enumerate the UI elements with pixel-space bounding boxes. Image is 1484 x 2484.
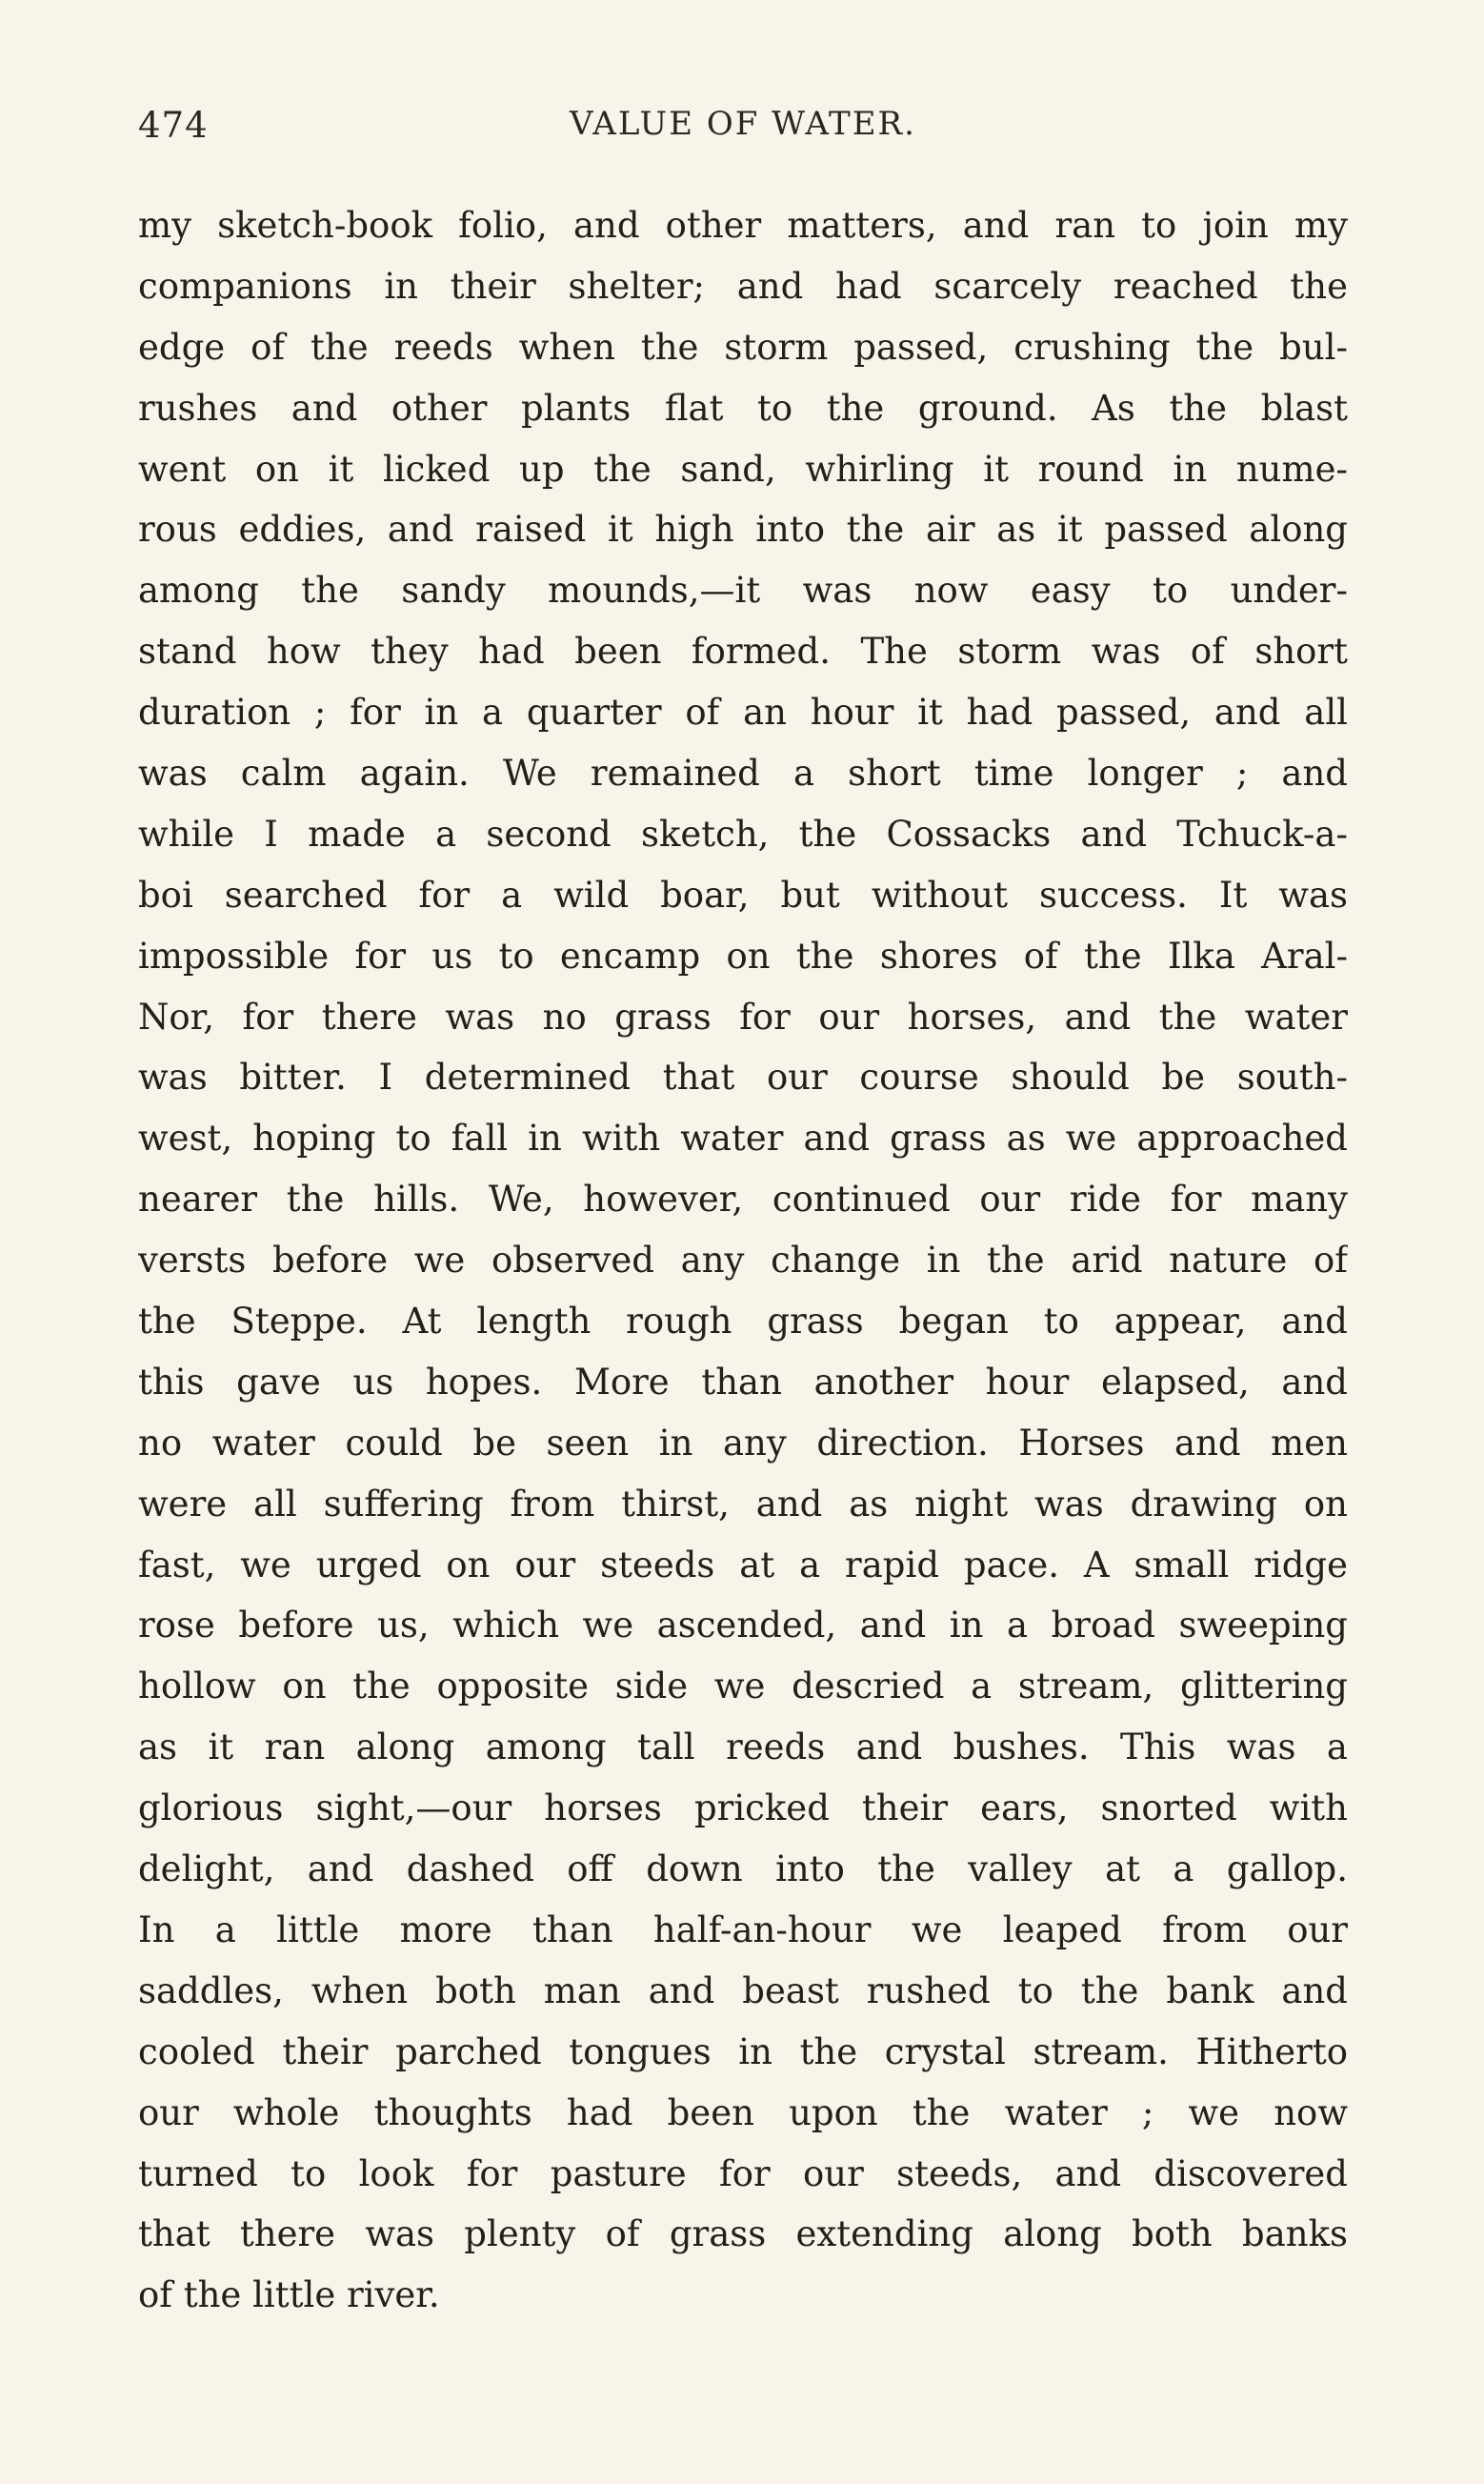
- text-line: fast, we urged on our steeds at a rapid pace. A small ridge: [138, 1544, 1348, 1585]
- text-line: that there was plenty of grass extending along both banks: [138, 2213, 1348, 2255]
- text-line: stand how they had been formed. The storm was of short: [138, 631, 1348, 673]
- text-line: rose before us, which we ascended, and in a broad sweeping: [138, 1605, 1348, 1646]
- text-line: boi searched for a wild boar, but without success. It was: [138, 874, 1348, 916]
- running-head: [138, 105, 1348, 162]
- text-line: nearer the hills. We, however, continued our ride for many: [138, 1179, 1348, 1221]
- text-line: glorious sight,—our horses pricked their ears, snorted with: [138, 1787, 1348, 1829]
- text-line: delight, and dashed off down into the valley at a gallop.: [138, 1848, 1348, 1890]
- text-line: rushes and other plants flat to the ground. As the blast: [138, 387, 1348, 429]
- text-line: was bitter. I determined that our course should be south-: [138, 1057, 1348, 1099]
- text-line: were all suffering from thirst, and as night was drawing on: [138, 1483, 1348, 1525]
- running-title: VALUE OF WATER.: [570, 105, 916, 143]
- text-line: duration ; for in a quarter of an hour it had passed, and all: [138, 692, 1348, 734]
- text-line: west, hoping to fall in with water and grass as we approached: [138, 1118, 1348, 1160]
- text-line: no water could be seen in any direction. Horses and men: [138, 1422, 1348, 1464]
- text-line: while I made a second sketch, the Cossacks and Tchuck-a-: [138, 813, 1348, 855]
- text-line: the Steppe. At length rough grass began to appear, and: [138, 1301, 1348, 1343]
- text-line: among the sandy mounds,—it was now easy to under-: [138, 570, 1348, 612]
- text-line: turned to look for pasture for our steeds, and discovered: [138, 2152, 1348, 2194]
- text-line: saddles, when both man and beast rushed to the bank and: [138, 1969, 1348, 2011]
- text-line: hollow on the opposite side we descried a stream, glittering: [138, 1666, 1348, 1707]
- text-line: edge of the reeds when the storm passed, crushing the bul-: [138, 326, 1348, 368]
- page-number: 474: [138, 105, 209, 146]
- text-line: went on it licked up the sand, whirling it round in nume-: [138, 448, 1348, 490]
- text-line: cooled their parched tongues in the crystal stream. Hitherto: [138, 2030, 1348, 2072]
- text-line: impossible for us to encamp on the shores of the Ilka Aral-: [138, 935, 1348, 977]
- text-line: companions in their shelter; and had scarcely reached the: [138, 265, 1348, 307]
- text-line: my sketch-book folio, and other matters, and ran to join my: [138, 205, 1348, 246]
- text-line: Nor, for there was no grass for our horses, and the water: [138, 996, 1348, 1038]
- text-line: rous eddies, and raised it high into the air as it passed along: [138, 509, 1348, 551]
- text-line-last: of the little river.: [138, 2274, 440, 2316]
- text-line: our whole thoughts had been upon the water ; we now: [138, 2091, 1348, 2133]
- text-line: this gave us hopes. More than another hour elapsed, and: [138, 1361, 1348, 1403]
- body-text: [138, 195, 1348, 2326]
- text-line: as it ran along among tall reeds and bushes. This was a: [138, 1727, 1348, 1768]
- text-line: was calm again. We remained a short time longer ; and: [138, 753, 1348, 795]
- text-line: versts before we observed any change in the arid nature of: [138, 1240, 1348, 1282]
- text-line: In a little more than half-an-hour we leaped from our: [138, 1908, 1348, 1950]
